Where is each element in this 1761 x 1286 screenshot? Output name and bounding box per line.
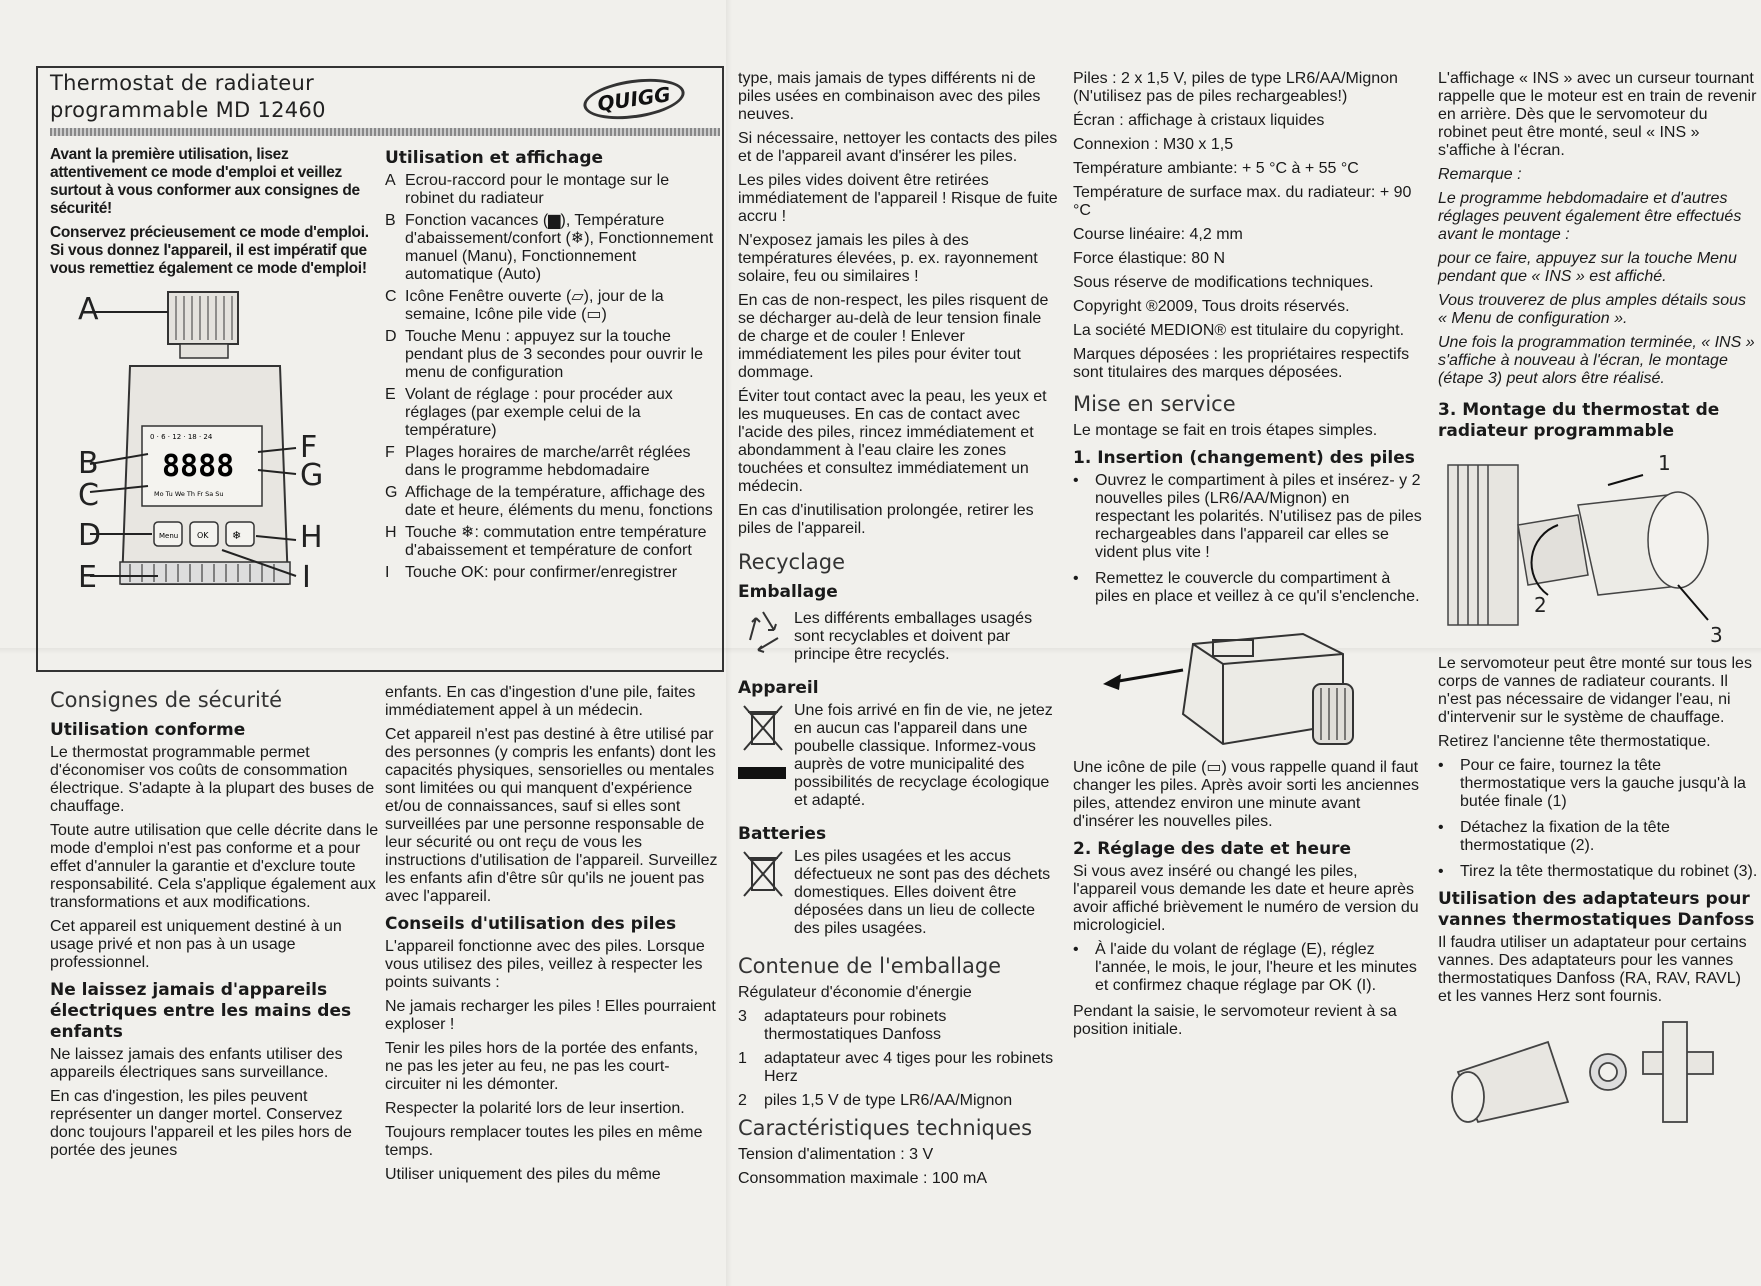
intro-paragraph-1: Avant la première utilisation, lisez attentivement ce mode d'emploi et veillez surtout à vous conformer aux consignes de sécurité! <box>50 146 360 217</box>
spec-force: Force élastique: 80 N <box>1073 250 1226 267</box>
step1-bullet: • Ouvrez le compartiment à piles et insérez- y 2 nouvelles piles (LR6/AA/Mignon) en respectant les polarités. N'utilisez pas de piles rechargeables dans l'appareil car elles se vident plus vite ! <box>1073 472 1422 561</box>
label-a: A <box>78 292 99 327</box>
spec-trademarks: Marques déposées : les propriétaires respectifs sont titulaires des marques déposées. <box>1073 346 1410 381</box>
remark-3: Vous trouverez de plus amples détails sous « Menu de configuration ». <box>1438 292 1747 327</box>
col5-p1: L'affichage « INS » avec un curseur tournant rappelle que le moteur est en train de revenir en arrière. Dès que le servomoteur du robinet peut être monté, seul « INS » s'affiche à l'écran. <box>1438 70 1757 159</box>
adapter-heading: Utilisation des adaptateurs pour vannes thermostatiques Danfoss <box>1438 889 1755 930</box>
col5-p3: Retirez l'ancienne tête thermostatique. <box>1438 733 1711 750</box>
col3-p2: Si nécessaire, nettoyer les contacts des piles et de l'appareil avant d'insérer les piles. <box>738 130 1058 165</box>
step1-list <box>1073 472 1423 606</box>
content-item: 1 adaptateur avec 4 tiges pour les robinets Herz <box>738 1050 1054 1085</box>
content-intro: Régulateur d'économie d'énergie <box>738 984 972 1001</box>
step3-heading: 3. Montage du thermostat de radiateur programmable <box>1438 400 1720 441</box>
figure-number-1: 1 <box>1658 451 1671 475</box>
column-1 <box>50 70 380 616</box>
battery-note: Une icône de pile (▭) vous rappelle quand il faut changer les piles. Après avoir sorti les anciennes piles, attendez environ une minute avant d'insérer les nouvelles piles. <box>1073 759 1419 830</box>
thermostat-drawing <box>50 284 380 616</box>
safety-p4: Ne laissez jamais des enfants utiliser des appareils électriques sans surveillance. <box>50 1046 343 1081</box>
column-4 <box>1073 70 1423 1045</box>
step2-bullet: • À l'aide du volant de réglage (E), réglez l'année, le mois, le jour, l'heure et les minutes et confirmez chaque réglage par OK (I). <box>1073 941 1417 994</box>
title-line-2: programmable MD 12460 <box>50 98 326 122</box>
remark-1: Le programme hebdomadaire et d'autres réglages peuvent également être effectués avant le montage : <box>1438 190 1742 243</box>
label-f: F <box>300 430 318 465</box>
step1-heading: 1. Insertion (changement) des piles <box>1073 448 1415 468</box>
device-diagram <box>50 284 380 616</box>
col2-p5: Tenir les piles hors de la portée des enfants, ne pas les jeter au feu, ne pas les court-circuiter ni les démonter. <box>385 1040 699 1093</box>
title-rule <box>50 128 720 136</box>
removal-figure <box>1438 445 1738 655</box>
col5-p2: Le servomoteur peut être monté sur tous les corps de vannes de radiateur courants. Il n'est pas nécessaire de vidanger l'eau, ni d'intervenir sur le système de chauffage. <box>1438 655 1752 726</box>
label-g: G <box>300 458 324 493</box>
remark-label: Remarque : <box>1438 166 1522 183</box>
intro-paragraph-2: Conservez précieusement ce mode d'emploi. Si vous donnez l'appareil, il est impératif que vous remettiez également ce mode d'emploi! <box>50 224 369 277</box>
col2-p1: enfants. En cas d'ingestion d'une pile, faites immédiatement appel à un médecin. <box>385 684 696 719</box>
usage-section <box>385 148 720 586</box>
col3-p4: N'exposez jamais les piles à des températures élevées, p. ex. rayonnement solaire, feu ou similaires ! <box>738 232 1038 285</box>
col3-p6: Éviter tout contact avec la peau, les yeux et les muqueuses. En cas de contact avec l'acide des piles, rincez immédiatement et abondamment à l'eau claire les zones touchées et consultez immédiatement un médecin. <box>738 388 1047 495</box>
safety-sub-2: Ne laissez jamais d'appareils électriques entre les mains des enfants <box>50 980 352 1042</box>
packaging-text: Les différents emballages usagés sont recyclables et doivent par principe être recyclés. <box>794 610 1033 663</box>
step1-bullet: • Remettez le couvercle du compartiment à piles en place et veillez à ce qu'il s'enclenche. <box>1073 570 1420 605</box>
column-5 <box>1438 70 1758 1137</box>
spec-surface: Température de surface max. du radiateur: + 90 °C <box>1073 184 1412 219</box>
lcd-digits: 8888 <box>162 449 235 484</box>
label-c: C <box>78 478 99 513</box>
col2-p3: L'appareil fonctionne avec des piles. Lorsque vous utilisez des piles, veillez à respecter les points suivants : <box>385 938 705 991</box>
recycling-heading: Recyclage <box>738 550 846 574</box>
usage-list <box>385 172 720 582</box>
battery-bin-icon <box>738 848 788 900</box>
col2-p8: Utiliser uniquement des piles du même <box>385 1166 661 1183</box>
figure-number-3: 3 <box>1710 623 1723 647</box>
label-b: B <box>78 446 99 481</box>
label-i: I <box>302 560 311 595</box>
batteries-text: Les piles usagées et les accus défectueux ne sont pas des déchets domestiques. Elles doivent être déposées dans un lieu de collecte des piles usagées. <box>794 848 1051 937</box>
removal-bullet: • Tirez la tête thermostatique du robinet (3). <box>1438 863 1758 880</box>
column-2-lower <box>385 684 720 1190</box>
appliance-row <box>738 702 1060 816</box>
step2-note: Pendant la saisie, le servomoteur revient à sa position initiale. <box>1073 1003 1397 1038</box>
label-h: H <box>300 520 323 555</box>
content-heading: Contenue de l'emballage <box>738 954 1002 978</box>
batteries-row <box>738 848 1060 944</box>
safety-section <box>50 680 380 1166</box>
safety-p5: En cas d'ingestion, les piles peuvent représenter un danger mortel. Conservez donc toujours l'appareil et les piles hors de portée des jeunes <box>50 1088 352 1159</box>
removal-list <box>1438 757 1758 881</box>
usage-item-a: A Ecrou-raccord pour le montage sur le robinet du radiateur <box>385 172 670 207</box>
battery-tips-heading: Conseils d'utilisation des piles <box>385 914 677 934</box>
removal-bullet: • Détachez la fixation de la tête thermostatique (2). <box>1438 819 1670 854</box>
tech-heading: Caractéristiques techniques <box>738 1116 1033 1140</box>
spec-copyright: Copyright ®2009, Tous droits réservés. <box>1073 298 1350 315</box>
col3-p1: type, mais jamais de types différents ni de piles usées en combinaison avec des piles neuves. <box>738 70 1041 123</box>
packaging-heading: Emballage <box>738 582 838 602</box>
figure-number-2: 2 <box>1534 593 1547 617</box>
service-intro: Le montage se fait en trois étapes simples. <box>1073 422 1378 439</box>
battery-compartment-figure <box>1073 614 1413 754</box>
col2-p4: Ne jamais recharger les piles ! Elles pourraient exploser ! <box>385 998 716 1033</box>
usage-item-c: C Icône Fenêtre ouverte (▱), jour de la semaine, Icône pile vide (▭) <box>385 288 664 323</box>
col3-p7: En cas d'inutilisation prolongée, retirer les piles de l'appareil. <box>738 502 1034 537</box>
batteries-heading: Batteries <box>738 824 827 844</box>
coupling-nut <box>168 292 238 344</box>
ok-button-label: OK <box>197 531 209 540</box>
usage-item-d: D Touche Menu : appuyez sur la touche pendant plus de 3 secondes pour ouvrir le menu de configuration <box>385 328 703 381</box>
lcd-days: Mo Tu We Th Fr Sa Su <box>154 490 224 498</box>
step2-intro: Si vous avez inséré ou changé les piles, l'appareil vous demande les date et heure après avoir affiché brièvement le numéro de version du micrologiciel. <box>1073 863 1419 934</box>
col3-p5: En cas de non-respect, les piles risquent de se décharger au-delà de leur tension finale de charge et de couler ! Enlever immédiatement les piles pour éviter tout dommage. <box>738 292 1049 381</box>
safety-p3: Cet appareil est uniquement destiné à un usage privé et non pas à un usage professionnel. <box>50 918 342 971</box>
recycle-icon <box>738 606 788 658</box>
title-line-1: Thermostat de radiateur <box>50 71 315 95</box>
label-d: D <box>78 518 102 553</box>
content-item: 3 adaptateurs pour robinets thermostatiques Danfoss <box>738 1008 947 1043</box>
snowflake-icon: ❄ <box>232 529 242 542</box>
col2-p2: Cet appareil n'est pas destiné à être utilisé par des personnes (y compris les enfants) dont les capacités physiques, sensorielles ou mentales sont limitées ou qui manquent d'expérience et/ou de connaissances, sauf si elles sont surveillées par une personne responsable de leur sécurité ou ont reçu de vous les instructions d'utilisation de l'appareil. Surveillez les enfants afin d'être sûr qu'ils ne jouent pas avec l'appareil. <box>385 726 718 905</box>
usage-item-b: B Fonction vacances (▆), Température d'abaissement/confort (❄), Fonctionnement manuel (Manu), Fonctionnement automatique (Auto) <box>385 212 714 283</box>
crossed-bin-icon <box>738 702 788 754</box>
spec-connection: Connexion : M30 x 1,5 <box>1073 136 1234 153</box>
tech-voltage: Tension d'alimentation : 3 V <box>738 1146 934 1163</box>
safety-p2: Toute autre utilisation que celle décrite dans le mode d'emploi n'est pas conforme et a pour effet d'annuler la garantie et d'exclure toute responsabilité. Cela s'applique également aux transformations et aux modifications. <box>50 822 379 911</box>
usage-item-g: G Affichage de la température, affichage des date et heure, éléments du menu, fonctions <box>385 484 713 519</box>
spec-stroke: Course linéaire: 4,2 mm <box>1073 226 1243 243</box>
content-item: 2 piles 1,5 V de type LR6/AA/Mignon <box>738 1092 1013 1109</box>
menu-button-label: Menu <box>159 532 179 540</box>
safety-heading: Consignes de sécurité <box>50 688 283 712</box>
usage-heading: Utilisation et affichage <box>385 148 604 168</box>
label-e: E <box>78 560 97 595</box>
step2-list <box>1073 941 1423 995</box>
step2-heading: 2. Réglage des date et heure <box>1073 839 1352 859</box>
adapter-figure <box>1438 1012 1738 1132</box>
safety-p1: Le thermostat programmable permet d'économiser vos coûts de consommation électrique. S'adapte à la plupart des buses de chauffage. <box>50 744 375 815</box>
adapter-text: Il faudra utiliser un adaptateur pour certains vannes. Des adaptateurs pour les vannes thermostatiques Danfoss (RA, RAV, RAVL) et les vannes Herz sont fournis. <box>1438 934 1747 1005</box>
column-3 <box>738 70 1060 1194</box>
content-list <box>738 1008 1060 1110</box>
usage-item-e: E Volant de réglage : pour procéder aux réglages (par exemple celui de la température) <box>385 386 673 439</box>
brand-text: QUIGG <box>595 82 673 116</box>
usage-item-f: F Plages horaires de marche/arrêt réglées dans le programme hebdomadaire <box>385 444 691 479</box>
packaging-row <box>738 606 1060 670</box>
tech-consumption: Consommation maximale : 100 mA <box>738 1170 987 1187</box>
usage-item-i: I Touche OK: pour confirmer/enregistrer <box>385 564 678 581</box>
spec-batteries: Piles : 2 x 1,5 V, piles de type LR6/AA/Mignon (N'utilisez pas de piles rechargeables!) <box>1073 70 1398 105</box>
doc-title <box>50 70 380 124</box>
safety-sub-1: Utilisation conforme <box>50 720 246 740</box>
bin-bar <box>738 767 786 779</box>
removal-bullet: • Pour ce faire, tournez la tête thermostatique vers la gauche jusqu'à la butée finale (1) <box>1438 757 1746 810</box>
spec-medion: La société MEDION® est titulaire du copyright. <box>1073 322 1405 339</box>
spec-ambient: Température ambiante: + 5 °C à + 55 °C <box>1073 160 1359 177</box>
spec-reserve: Sous réserve de modifications techniques. <box>1073 274 1374 291</box>
usage-item-h: H Touche ❄: commutation entre température d'abaissement et température de confort <box>385 524 707 559</box>
col2-p7: Toujours remplacer toutes les piles en même temps. <box>385 1124 703 1159</box>
appliance-heading: Appareil <box>738 678 819 698</box>
service-heading: Mise en service <box>1073 392 1236 416</box>
remark-2: pour ce faire, appuyez sur la touche Menu pendant que « INS » est affiché. <box>1438 250 1737 285</box>
thermostat-removal-drawing <box>1438 445 1738 655</box>
lcd-time-scale: 0 · 6 · 12 · 18 · 24 <box>150 433 213 441</box>
col3-p3: Les piles vides doivent être retirées immédiatement de l'appareil ! Risque de fuite accru ! <box>738 172 1058 225</box>
remark-4: Une fois la programmation terminée, « INS » s'affiche à nouveau à l'écran, le montage (étape 3) peut alors être réalisé. <box>1438 334 1755 387</box>
col2-p6: Respecter la polarité lors de leur insertion. <box>385 1100 685 1117</box>
spec-screen: Écran : affichage à cristaux liquides <box>1073 112 1325 129</box>
appliance-text: Une fois arrivé en fin de vie, ne jetez en aucun cas l'appareil dans une poubelle classique. Informez-vous auprès de votre municipalité des possibilités de recyclage écologique et adapté. <box>794 702 1053 809</box>
